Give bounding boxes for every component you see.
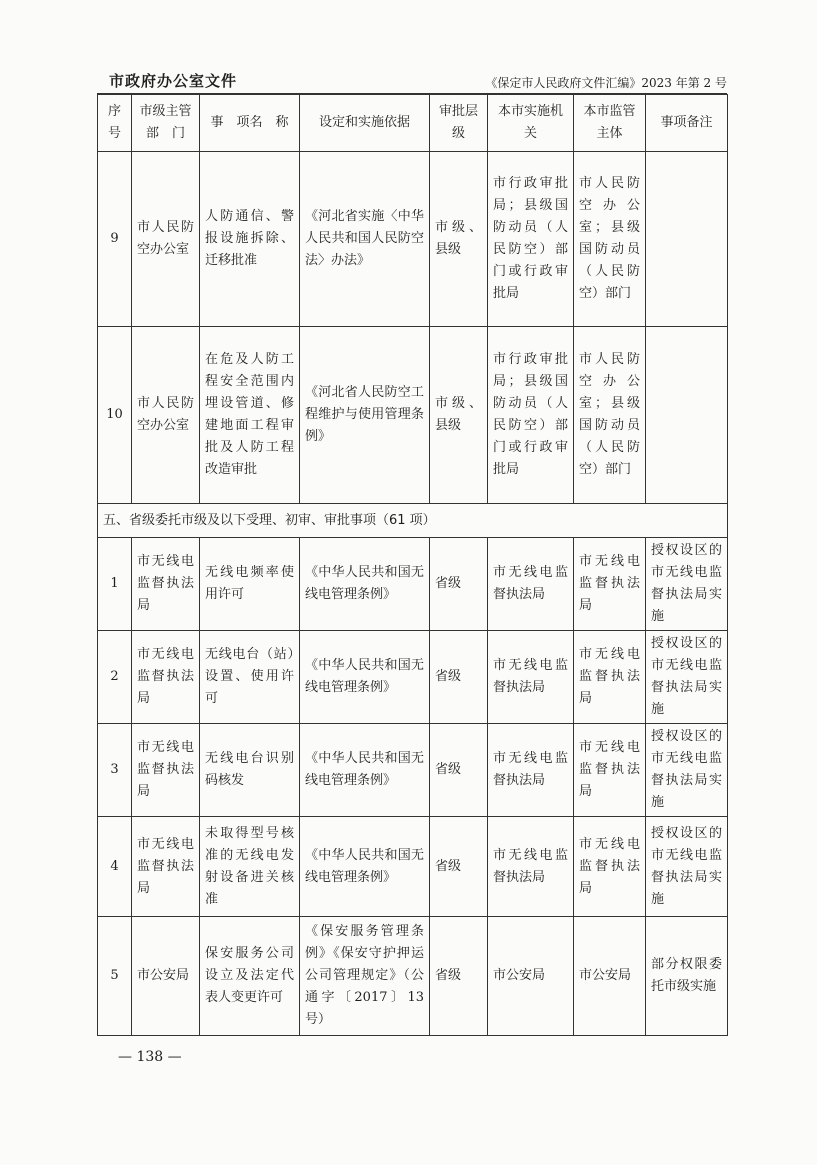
cell-supervisor: 市无线电监督执法局	[574, 631, 646, 724]
cell-remark: 授权设区的市无线电监督执法局实施	[646, 631, 728, 724]
cell-agency: 市无线电监督执法局	[488, 724, 574, 817]
page-number: — 138 —	[118, 1049, 182, 1065]
table-row	[98, 152, 728, 327]
cell-basis: 《河北省实施〈中华人民共和国人民防空法〉办法》	[300, 152, 430, 327]
cell-basis: 《中华人民共和国无线电管理条例》	[300, 724, 430, 817]
header-agency: 本市实施机关	[488, 95, 574, 152]
table-header-row	[98, 95, 728, 152]
table-row	[98, 327, 728, 504]
cell-remark	[646, 152, 728, 327]
cell-no: 10	[98, 327, 132, 504]
cell-supervisor: 市人民防空办公室；县级国防动员（人民防空）部门	[574, 327, 646, 504]
cell-supervisor: 市无线电监督执法局	[574, 538, 646, 631]
cell-no: 3	[98, 724, 132, 817]
header-level: 审批层级	[430, 95, 488, 152]
header-dept: 市级主管部 门	[132, 95, 200, 152]
header-right-title: 《保定市人民政府文件汇编》2023 年第 2 号	[485, 76, 727, 90]
cell-agency: 市行政审批局；县级国防动员（人民防空）部门或行政审批局	[488, 152, 574, 327]
cell-level: 省级	[430, 538, 488, 631]
cell-agency: 市无线电监督执法局	[488, 631, 574, 724]
cell-no: 1	[98, 538, 132, 631]
header-no: 序号	[98, 95, 132, 152]
cell-dept: 市无线电监督执法局	[132, 817, 200, 917]
section-title: 五、省级委托市级及以下受理、初审、审批事项（61 项）	[98, 504, 728, 538]
cell-remark: 授权设区的市无线电监督执法局实施	[646, 817, 728, 917]
cell-level: 省级	[430, 817, 488, 917]
cell-supervisor: 市无线电监督执法局	[574, 724, 646, 817]
cell-dept: 市无线电监督执法局	[132, 631, 200, 724]
cell-item: 无线电频率使用许可	[200, 538, 300, 631]
cell-agency: 市无线电监督执法局	[488, 538, 574, 631]
cell-no: 4	[98, 817, 132, 917]
section-row	[98, 504, 728, 538]
cell-item: 人防通信、警报设施拆除、迁移批准	[200, 152, 300, 327]
cell-item: 无线电台识别码核发	[200, 724, 300, 817]
cell-remark: 部分权限委托市级实施	[646, 917, 728, 1036]
approval-items-table	[97, 94, 728, 1036]
cell-item: 保安服务公司设立及法定代表人变更许可	[200, 917, 300, 1036]
cell-dept: 市人民防空办公室	[132, 152, 200, 327]
cell-level: 省级	[430, 724, 488, 817]
table-row	[98, 631, 728, 724]
cell-item: 在危及人防工程安全范围内埋设管道、修建地面工程审批及人防工程改造审批	[200, 327, 300, 504]
cell-level: 市级、县级	[430, 152, 488, 327]
header-left-title: 市政府办公室文件	[109, 72, 238, 90]
cell-basis: 《中华人民共和国无线电管理条例》	[300, 631, 430, 724]
cell-agency: 市无线电监督执法局	[488, 817, 574, 917]
running-header	[97, 66, 727, 94]
cell-supervisor: 市人民防空办公室；县级国防动员（人民防空）部门	[574, 152, 646, 327]
table-row	[98, 917, 728, 1036]
cell-remark	[646, 327, 728, 504]
header-remark: 事项备注	[646, 95, 728, 152]
cell-supervisor: 市无线电监督执法局	[574, 817, 646, 917]
cell-item: 未取得型号核准的无线电发射设备进关核准	[200, 817, 300, 917]
cell-no: 5	[98, 917, 132, 1036]
cell-level: 市级、县级	[430, 327, 488, 504]
cell-no: 9	[98, 152, 132, 327]
cell-remark: 授权设区的市无线电监督执法局实施	[646, 724, 728, 817]
cell-level: 省级	[430, 917, 488, 1036]
table-row	[98, 724, 728, 817]
table-row	[98, 538, 728, 631]
cell-basis: 《保安服务管理条例》《保安守护押运公司管理规定》（公通字〔2017〕13 号）	[300, 917, 430, 1036]
table-row	[98, 817, 728, 917]
cell-agency: 市行政审批局；县级国防动员（人民防空）部门或行政审批局	[488, 327, 574, 504]
cell-no: 2	[98, 631, 132, 724]
cell-agency: 市公安局	[488, 917, 574, 1036]
cell-remark: 授权设区的市无线电监督执法局实施	[646, 538, 728, 631]
cell-supervisor: 市公安局	[574, 917, 646, 1036]
cell-basis: 《中华人民共和国无线电管理条例》	[300, 538, 430, 631]
cell-basis: 《中华人民共和国无线电管理条例》	[300, 817, 430, 917]
cell-dept: 市人民防空办公室	[132, 327, 200, 504]
cell-dept: 市无线电监督执法局	[132, 538, 200, 631]
header-supervisor: 本市监管主体	[574, 95, 646, 152]
cell-dept: 市无线电监督执法局	[132, 724, 200, 817]
cell-dept: 市公安局	[132, 917, 200, 1036]
header-item: 事 项名 称	[200, 95, 300, 152]
cell-basis: 《河北省人民防空工程维护与使用管理条例》	[300, 327, 430, 504]
cell-item: 无线电台（站）设置、使用许可	[200, 631, 300, 724]
header-basis: 设定和实施依据	[300, 95, 430, 152]
cell-level: 省级	[430, 631, 488, 724]
